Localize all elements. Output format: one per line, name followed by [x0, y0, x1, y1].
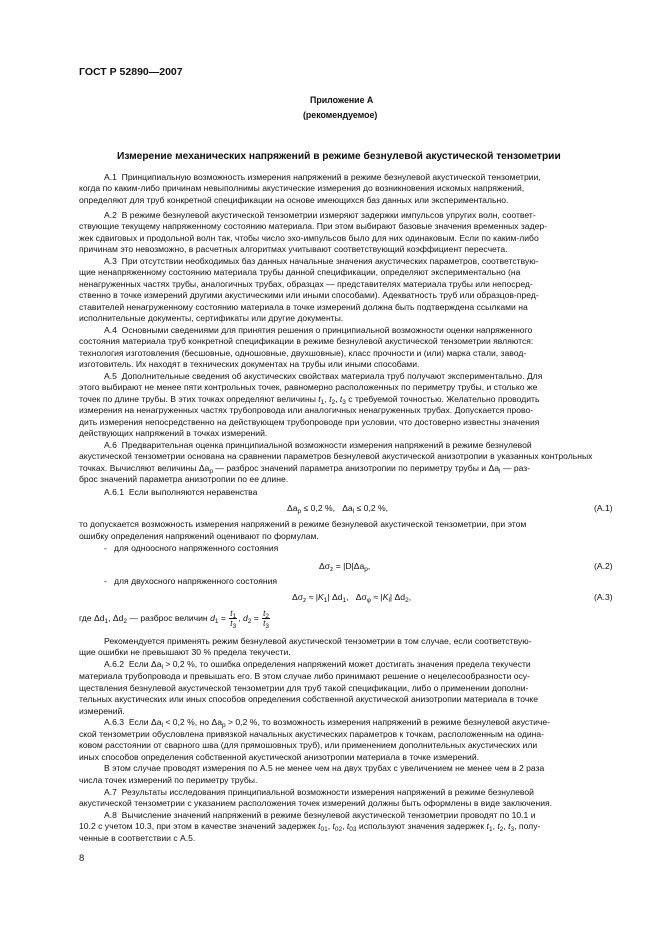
- text-line: А.6 Предварительная оценка принципиальной возможности измерения напряжений в режиме безнулевой: [104, 440, 532, 450]
- appendix-title: Приложение А: [310, 95, 374, 105]
- text-line: дить измерения непосредственно на действующем трубопроводе при условии, что достоверно известны значения: [79, 417, 540, 427]
- equation-label: (А.1): [594, 503, 613, 513]
- text-line: материала трубопровода и превышать его. В этом случае либо принимают решение о нецелесообразности осу-: [79, 671, 530, 681]
- text-line: - для двухосного напряженного состояния: [104, 576, 278, 586]
- equation-a1: $\Delta a_p \le 0,2$ %, $\Delta a_l \le 0,2$ %,: [287, 503, 389, 515]
- text-line: ковом расстоянии от сварного шва (для прямошовных труб), или применением дополнительных акустических или: [79, 740, 538, 750]
- text-line: А.3 При отсутствии необходимых баз данных начальные значения акустических параметров, соответствую-: [104, 256, 539, 266]
- text-line: - для одноосного напряженного состояния: [104, 543, 279, 553]
- text-line: А.2 В режиме безнулевой акустической тензометрии измеряют задержки импульсов упругих волн, соответ-: [104, 210, 536, 220]
- equation-a2: $\Delta\sigma_z = |D|\Delta a_p$,: [319, 561, 371, 573]
- text-line: А.1 Принципиальную возможность измерения напряжений в режиме безнулевой акустической тензометрии,: [104, 172, 541, 182]
- text-line: исполнительные документы, сертификаты или другие документы.: [79, 313, 344, 323]
- text-line: жек сдвиговых и продольной волн так, чтобы число эхо-импульсов было для них одинаковым. Если по каким-либо: [79, 233, 539, 243]
- text-line: числа точек измерений по периметру трубы.: [79, 775, 258, 785]
- text-line: технология изготовления (бесшовные, одношовные, двухшовные), класс прочности и (или) марка стали, завод-: [79, 348, 527, 358]
- text-line: ставителей ненагруженному состоянию материала в точке измерений должна быть подтверждена ссылками на: [79, 302, 528, 312]
- text-line: 10.2 с учетом 10.3, при этом в качестве значений задержек $t_{01}$, $t_{02}$, $t_{03}$ используют значения задержек $t_1$, $t_2$, $t_3$, полу-: [79, 821, 541, 833]
- text-line: когда по каким-либо причинам невыполнимы акустические измерения до возникновения искомых напряжений,: [79, 183, 525, 193]
- text-line: брос значений параметра анизотропии по ее длине.: [79, 474, 289, 484]
- text-line: А.6.3 Если $\Delta a_l < 0,2$ %, но $\Delta a_p > 0,2$ %, то возможность измерения напряжений в режиме безнулевой акустиче-: [104, 717, 551, 729]
- fraction: $\frac{t_2}{t_3}$: [263, 609, 270, 631]
- text-line: измерений.: [79, 706, 125, 716]
- text-line: акустической тензометрии основана на сравнении параметров безнулевой акустической анизотропии в указанных контрольных: [79, 451, 593, 461]
- text-line: ченные в соответствии с А.5.: [79, 833, 196, 843]
- text-line: А.4 Основными сведениями для принятия решения о принципиальной возможности оценки напряженного: [104, 325, 533, 335]
- text-line: В этом случае проводят измерения по А.5 не менее чем на двух трубах с увеличением не менее чем в 2 раза: [104, 763, 545, 773]
- text-line: измерения на ненагруженных частях трубопровода или аналогичных ненагруженных трубах. Допускается прово-: [79, 405, 534, 415]
- text-line: ствующие текущему напряженному состоянию материала. При этом выбирают базовые значения временных задер-: [79, 221, 548, 231]
- text-line: щие ненапряженному состоянию материала трубы данной спецификации, определяют экспериментально (на: [79, 267, 521, 277]
- text-line: щие ошибки не превышают 30 % предела текучести.: [79, 647, 291, 657]
- text-line: ошибку определения напряжений оценивают по формулам.: [79, 531, 319, 541]
- text-line: определяют для труб конкретной спецификации на основе имеющихся баз данных или экспериментально.: [79, 195, 509, 205]
- text-line: акустической тензометрии с указанием расположения точек измерений должны быть оформлены в виде заключения.: [79, 798, 553, 808]
- text-line: этого выбирают не менее пяти контрольных точек, равномерно расположенных по периметру трубы, и столько же: [79, 382, 538, 392]
- text-line: ществления безнулевой акустической тензометрии для труб такой спецификации, либо о применении дополни-: [79, 683, 529, 693]
- text-line: А.7 Результаты исследования принципиальной возможности измерения напряжений в режиме безнулевой: [104, 787, 534, 797]
- text-line: Рекомендуется применять режим безнулевой акустической тензометрии в том случае, если соответствую-: [104, 636, 532, 646]
- text-line: где $\Delta d_1$, $\Delta d_2$ — разброс величин $d_1$ = $\frac{t_1}{t_3}$ , $d_2$ = $\frac{t_2}{t_3}$: [79, 609, 270, 631]
- text-line: точках. Вычисляют величины $\Delta a_p$ — разброс значений параметра анизотропии по периметру трубы и $\Delta a_l$ — раз-: [79, 463, 531, 475]
- text-line: иных способов определения собственной акустической анизотропии материала в точке измерений.: [79, 752, 480, 762]
- section-title: Измерение механических напряжений в режиме безнулевой акустической тензометрии: [117, 151, 561, 162]
- text-line: А.8 Вычисление значений напряжений в режиме безнулевой акустической тензометрии проводят по 10.1 и: [104, 810, 536, 820]
- equation-label: (А.2): [594, 561, 613, 571]
- text-line: тельных акустических или иных способов определения собственной акустической анизотропии материала в точке: [79, 694, 538, 704]
- text-line: причинам это невозможно, в расчетных алгоритмах учитывают соответствующий коэффициент пересчета.: [79, 244, 508, 254]
- text-line: ственно в точке измерений другими акустическими или иными способами). Адекватность труб или образцов-пред-: [79, 290, 539, 300]
- page-number: 8: [79, 853, 85, 864]
- appendix-status: (рекомендуемое): [303, 110, 378, 120]
- text-line: А.6.2 Если $\Delta a_l > 0,2$ %, то ошибка определения напряжений может достигать значения предела текучести: [104, 659, 531, 671]
- text-line: ненагруженных частях трубы, аналогичных трубах, образцах — представителях материала трубы или непосред-: [79, 279, 533, 289]
- text-line: ской тензометрии обусловлена привязкой начальных акустических параметров к точкам, расположенным на одина-: [79, 729, 545, 739]
- text-line: состояния материала труб конкретной спецификации в режиме безнулевой акустической тензометрии являются:: [79, 336, 534, 346]
- text-line: действующих напряжений в точках измерений.: [79, 428, 268, 438]
- equation-label: (А.3): [594, 592, 613, 602]
- text-line: А.6.1 Если выполняются неравенства: [104, 487, 258, 497]
- text-line: то допускается возможность измерения напряжений в режиме безнулевой акустической тензометрии, при этом: [79, 519, 527, 529]
- equation-a3: $\Delta\sigma_z \approx |K_1|$ $\Delta d_1$, $\Delta\sigma_\varphi \approx |K_l|$ $\Delta d_2$,: [292, 592, 412, 604]
- document-header: ГОСТ Р 52890—2007: [79, 66, 183, 78]
- text-line: А.5 Дополнительные сведения об акустических свойствах материала труб получают экспериментально. Для: [104, 371, 543, 381]
- text-line: точек по длине трубы. В этих точках определяют величины $t_1$, $t_2$, $t_3$ с требуемой точностью. Желательно проводить: [79, 394, 540, 406]
- fraction: $\frac{t_1}{t_3}$: [230, 609, 237, 631]
- text-line: изготовитель. Их находят в технических документах на трубы или иными способами.: [79, 359, 420, 369]
